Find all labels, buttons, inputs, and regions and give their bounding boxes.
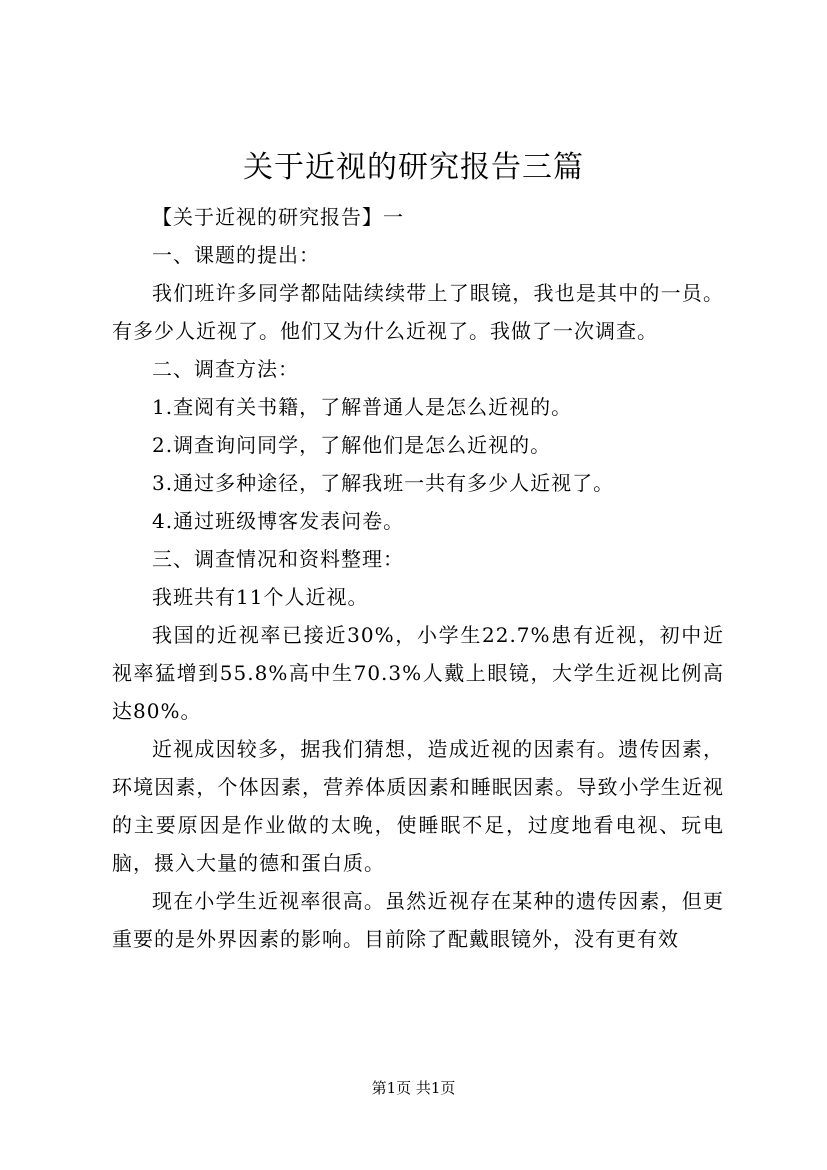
method-item-2: 2.调查询问同学，了解他们是怎么近视的。 [152,433,552,457]
section-heading-topic: 一、课题的提出： [152,243,320,267]
section-heading-method: 二、调查方法： [152,357,299,381]
method-item-3: 3.通过多种途径，了解我班一共有多少人近视了。 [152,471,615,495]
document-title: 关于近视的研究报告三篇 [243,150,584,185]
paragraph-national-rates: 我国的近视率已接近30%，小学生22.7%患有近视，初中近视率猛增到55.8%高中生70.3%人戴上眼镜，大学生近视比例高达80%。 [112,623,724,723]
method-item-4: 4.通过班级博客发表问卷。 [152,509,405,533]
document-body [112,198,724,958]
paragraph-class-count: 我班共有11个人近视。 [152,585,369,609]
section-heading-findings: 三、调查情况和资料整理： [152,547,404,571]
paragraph-current-status: 现在小学生近视率很高。虽然近视存在某种的遗传因素，但更重要的是外界因素的影响。目前除了配戴眼镜外，没有更有效 [112,889,724,951]
page-footer: 第1页 共1页 [371,1079,456,1097]
section-heading-report-one: 【关于近视的研究报告】一 [152,205,404,229]
paragraph-intro: 我们班许多同学都陆陆续续带上了眼镜，我也是其中的一员。有多少人近视了。他们又为什么近视了。我做了一次调查。 [112,281,724,343]
paragraph-causes: 近视成因较多，据我们猜想，造成近视的因素有。遗传因素，环境因素，个体因素，营养体质因素和睡眠因素。导致小学生近视的主要原因是作业做的太晚，使睡眠不足，过度地看电视、玩电脑，摄入大量的德和蛋白质。 [112,737,724,875]
method-item-1: 1.查阅有关书籍，了解普通人是怎么近视的。 [152,395,573,419]
